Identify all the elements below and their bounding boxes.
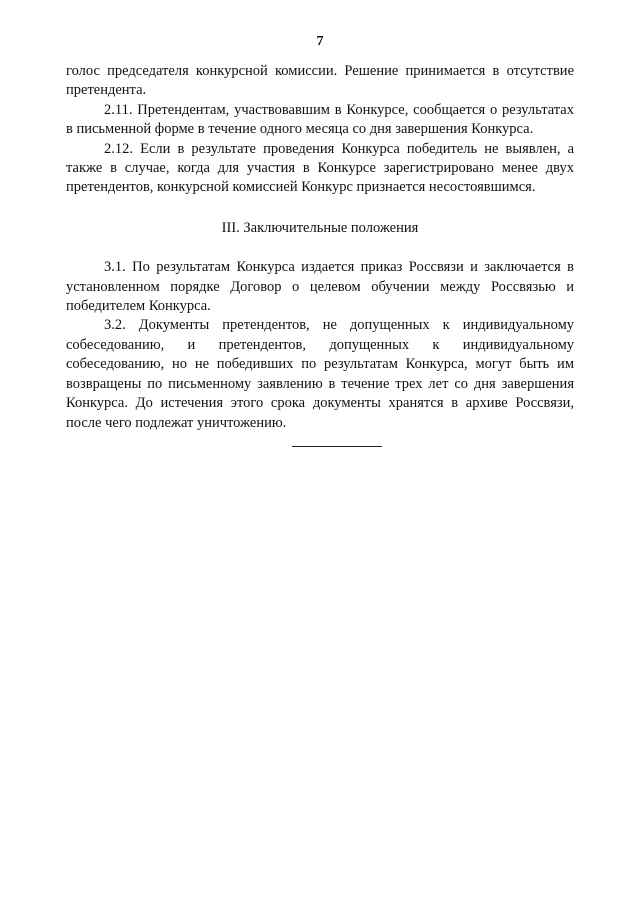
paragraph-continuation: голос председателя конкурсной комиссии. Решение принимается в отсутствие претендента. bbox=[66, 63, 574, 99]
paragraph-2-12: 2.12. Если в результате проведения Конкурса победитель не выявлен, а также в случае, когда для участия в Конкурсе зарегистрировано менее двух претендентов, конкурсной комиссией Конкурс признается несостоявшимся. bbox=[66, 140, 574, 196]
paragraph-2-11: 2.11. Претендентам, участвовавшим в Конкурсе, сообщается о результатах в письменной форме в течение одного месяца со дня завершения Конкурса. bbox=[66, 101, 574, 138]
section-heading: III. Заключительные положения bbox=[221, 219, 419, 236]
page-number: 7 bbox=[316, 34, 324, 49]
end-of-document-rule bbox=[292, 446, 382, 447]
paragraph-3-1: 3.1. По результатам Конкурса издается приказ Россвязи и заключается в установленном порядке Договор о целевом обучении между Россвязью и победителем Конкурса. bbox=[66, 259, 574, 315]
document-body bbox=[66, 62, 574, 433]
paragraph-3-2: 3.2. Документы претендентов, не допущенных к индивидуальному собеседованию, и претендентов, допущенных к индивидуальному собеседованию, но не победивших по результатам Конкурса, могут быть им возвращены по письменному заявлению в течение трех лет со дня завершения Конкурса. До истечения этого срока документы хранятся в архиве Россвязи, после чего подлежат уничтожению. bbox=[66, 317, 574, 431]
